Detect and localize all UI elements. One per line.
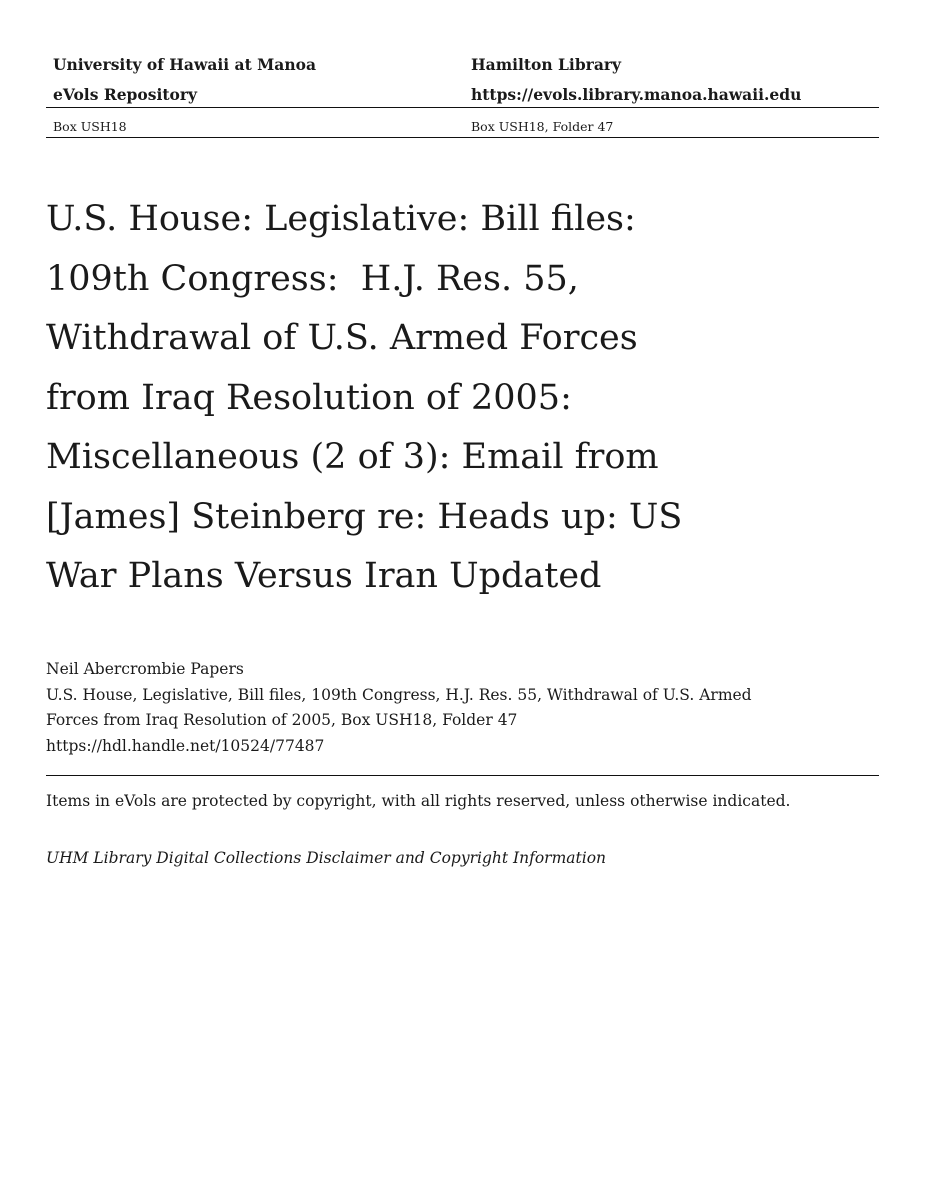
rights-notice: Items in eVols are protected by copyright, with all rights reserved, unless otherwise indicated. — [46, 792, 791, 810]
repository-name: eVols Repository — [53, 85, 198, 104]
title-line: 109th Congress: H.J. Res. 55, — [46, 258, 579, 299]
collection-name: Neil Abercrombie Papers — [46, 660, 244, 678]
title-line: Withdrawal of U.S. Armed Forces — [46, 318, 638, 358]
disclaimer-link[interactable]: UHM Library Digital Collections Disclaimer and Copyright Information — [46, 849, 607, 867]
repository-url[interactable]: https://evols.library.manoa.hawaii.edu — [471, 85, 802, 104]
box-divider — [46, 137, 879, 138]
description-line: U.S. House, Legislative, Bill files, 109th Congress, H.J. Res. 55, Withdrawal of U.S. Armed — [46, 685, 752, 704]
handle-link[interactable]: https://hdl.handle.net/10524/77487 — [46, 736, 325, 755]
metadata-block — [46, 657, 879, 759]
library-name: Hamilton Library — [471, 55, 622, 74]
header-row-2 — [46, 85, 879, 115]
box-folder-label: Box USH18, Folder 47 — [471, 119, 614, 134]
header-block — [46, 55, 879, 115]
document-title — [46, 190, 766, 607]
title-line: Miscellaneous (2 of 3): Email from — [46, 437, 659, 477]
box-label: Box USH18 — [53, 119, 127, 134]
institution-name: University of Hawaii at Manoa — [53, 55, 316, 74]
metadata-divider — [46, 775, 879, 776]
title-line: War Plans Versus Iran Updated — [46, 556, 602, 596]
title-line: [James] Steinberg re: Heads up: US — [46, 496, 683, 537]
title-line: from Iraq Resolution of 2005: — [46, 377, 572, 418]
title-line: U.S. House: Legislative: Bill files: — [46, 199, 636, 239]
header-row-1 — [46, 55, 879, 85]
description-line: Forces from Iraq Resolution of 2005, Box USH18, Folder 47 — [46, 711, 518, 729]
header-divider — [46, 107, 879, 108]
